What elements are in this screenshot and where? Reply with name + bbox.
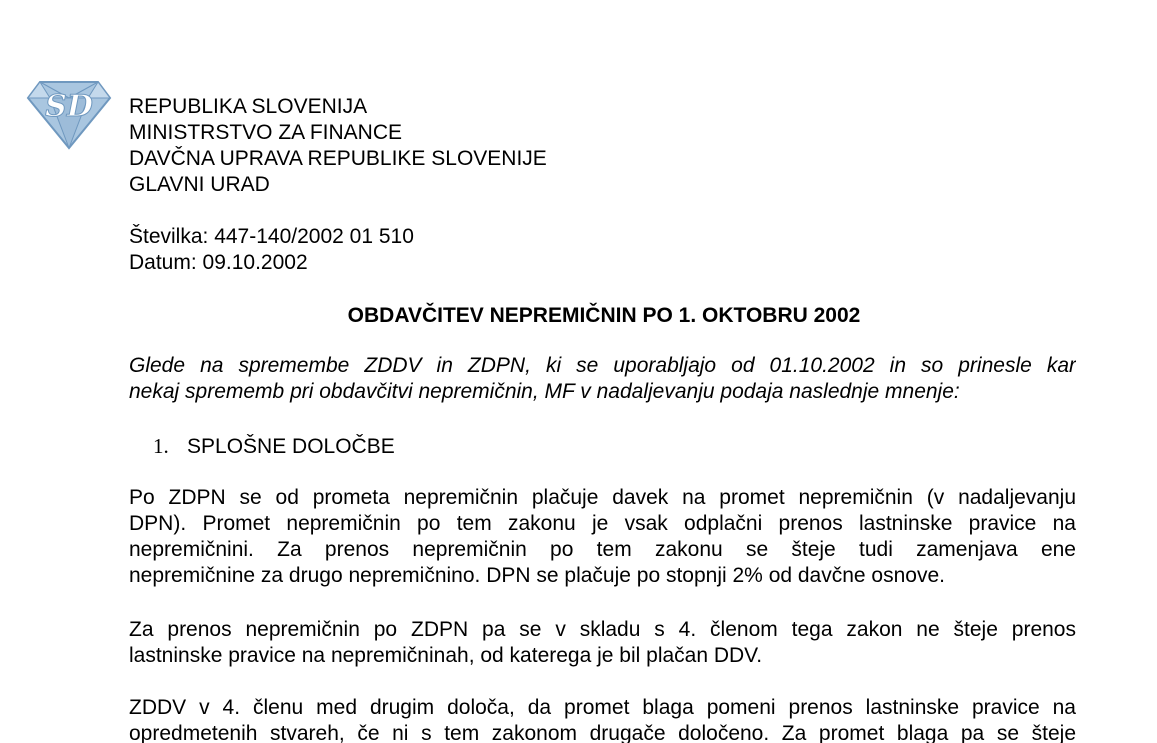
paragraph-line: nepremičnine za drugo nepremičnino. DPN se plačuje po stopnji 2% od davčne osnove. (129, 564, 945, 587)
paragraph-line: lastninske pravice na nepremičninah, od katerega je bil plačan DDV. (129, 644, 763, 667)
body-paragraph (129, 485, 1076, 589)
section-number: 1. (153, 434, 169, 458)
letterhead-line: DAVČNA UPRAVA REPUBLIKE SLOVENIJE (129, 147, 547, 170)
document-date: Datum: 09.10.2002 (129, 251, 308, 274)
paragraph-line: Glede na spremembe ZDDV in ZDPN, ki se uporabljajo od 01.10.2002 in so prinesle kar (129, 354, 1076, 377)
letterhead (129, 94, 547, 198)
document-title: OBDAVČITEV NEPREMIČNIN PO 1. OKTOBRU 2002 (347, 304, 861, 327)
section-title: SPLOŠNE DOLOČBE (187, 435, 395, 458)
paragraph-line: nekaj sprememb pri obdavčitvi nepremičnin, MF v nadaljevanju podaja naslednje mnenje: (129, 380, 960, 403)
paragraph-line: Za prenos nepremičnin po ZDPN pa se v skladu s 4. členom tega zakon ne šteje prenos (129, 618, 1076, 641)
paragraph-line: Po ZDPN se od prometa nepremičnin plačuje davek na promet nepremičnin (v nadaljevanju (129, 486, 1076, 509)
paragraph-line: opredmetenih stvareh, če ni s tem zakonom drugače določeno. Za promet blaga pa se šteje (129, 722, 1076, 743)
intro-paragraph (129, 353, 1076, 405)
letterhead-line: REPUBLIKA SLOVENIJA (129, 95, 368, 118)
section-heading (153, 433, 395, 460)
paragraph-line: DPN). Promet nepremičnin po tem zakonu je vsak odplačni prenos lastninske pravice na (129, 512, 1076, 535)
paragraph-line: nepremičnini. Za prenos nepremičnin po tem zakonu se šteje tudi zamenjava ene (129, 538, 1076, 561)
letterhead-line: GLAVNI URAD (129, 173, 270, 196)
body-paragraph (129, 617, 1076, 669)
letterhead-line: MINISTRSTVO ZA FINANCE (129, 121, 403, 144)
paragraph-line: ZDDV v 4. členu med drugim določa, da promet blaga pomeni prenos lastninske pravice na (129, 696, 1076, 719)
logo-lettering: SD (45, 89, 93, 124)
durs-logo (26, 78, 112, 150)
body-paragraph (129, 695, 1076, 743)
document-reference (129, 224, 414, 276)
reference-number: Številka: 447-140/2002 01 510 (129, 225, 414, 248)
